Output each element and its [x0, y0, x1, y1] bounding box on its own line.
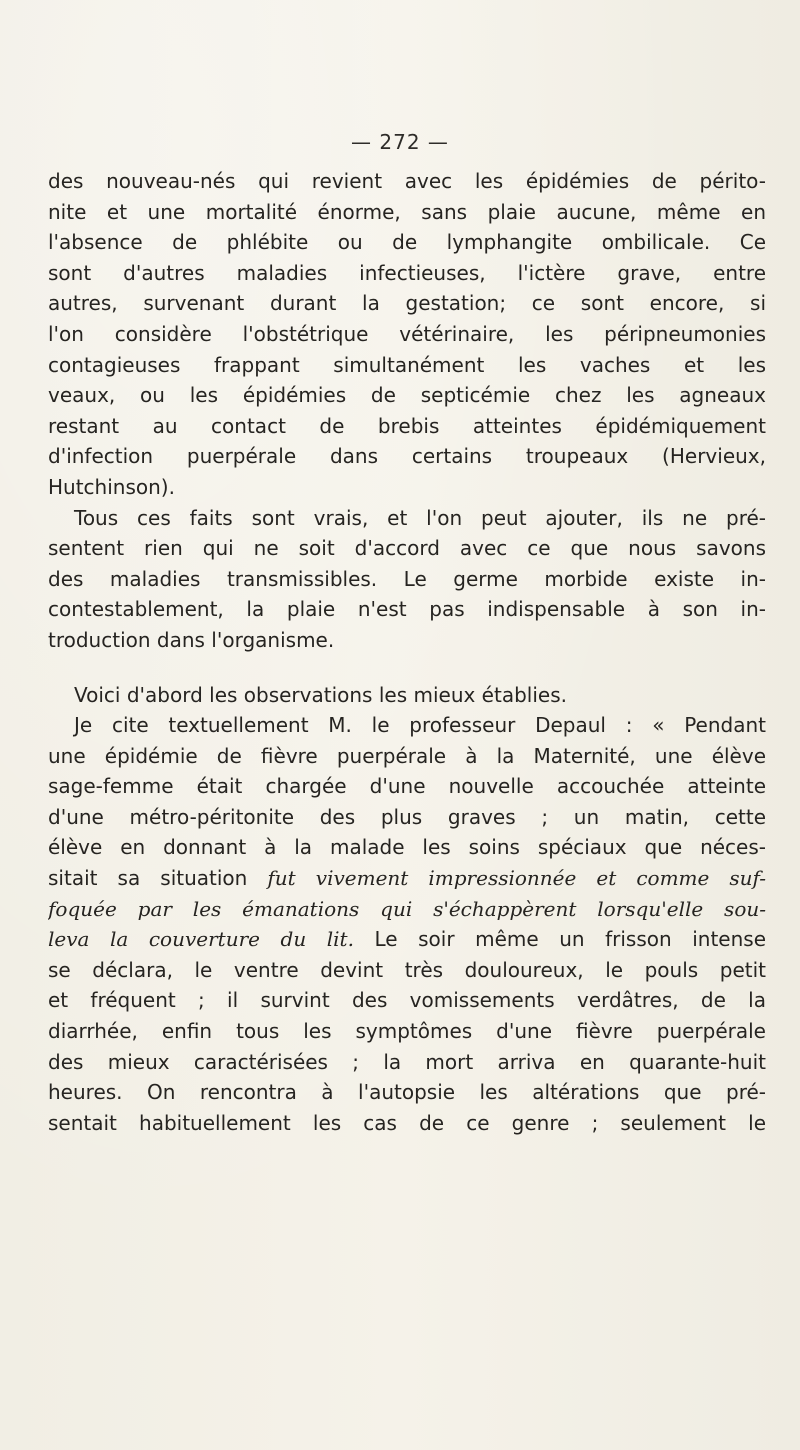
text-line: une épidémie de fièvre puerpérale à la Maternité, une élève	[48, 743, 766, 768]
text-line: sentait habituellement les cas de ce genre ; seulement le	[48, 1110, 766, 1135]
text-line	[48, 924, 766, 955]
text-line: des mieux caractérisées ; la mort arriva en quarante-huit	[48, 1049, 766, 1074]
text-line: d'une métro-péritonite des plus graves ; un matin, cette	[48, 804, 766, 829]
text-line: veaux, ou les épidémies de septicémie chez les agneaux	[48, 383, 766, 408]
page-number: — 272 —	[351, 130, 449, 154]
text-line: heures. On rencontra à l'autopsie les altérations que pré-	[48, 1080, 766, 1105]
paragraph-2	[48, 503, 766, 656]
text-line: élève en donnant à la malade les soins spéciaux que néces-	[48, 835, 766, 860]
text-line: nite et une mortalité énorme, sans plaie aucune, même en	[48, 199, 766, 224]
text-line: et fréquent ; il survint des vomissements verdâtres, de la	[48, 988, 766, 1013]
text-line: diarrhée, enfin tous les symptômes d'une fièvre puerpérale	[48, 1019, 766, 1044]
paragraph-gap	[48, 656, 766, 680]
italic-quote: fut vivement impressionnée et comme suf-	[267, 866, 766, 891]
text-fragment: Le soir même un frisson intense	[353, 927, 766, 952]
text-line: restant au contact de brebis atteintes épidémiquement	[48, 413, 766, 438]
text-line: des maladies transmissibles. Le germe morbide existe in-	[48, 566, 766, 591]
text-line	[48, 894, 766, 925]
text-line: se déclara, le ventre devint très douloureux, le pouls petit	[48, 957, 766, 982]
italic-quote: leva la couverture du lit.	[48, 927, 354, 952]
text-line: autres, survenant durant la gestation; ce sont encore, si	[48, 291, 766, 316]
text-line: contestablement, la plaie n'est pas indispensable à son in-	[48, 597, 766, 622]
text-line: troduction dans l'organisme.	[48, 627, 335, 652]
paragraph-1	[48, 166, 766, 503]
text-line: l'absence de phlébite ou de lymphangite ombilicale. Ce	[48, 230, 766, 255]
text-line: Tous ces faits sont vrais, et l'on peut ajouter, ils ne pré-	[74, 505, 766, 530]
paragraph-4	[48, 710, 766, 1138]
text-line: contagieuses frappant simultanément les vaches et les	[48, 352, 766, 377]
text-line: Hutchinson).	[48, 474, 175, 499]
text-line: d'infection puerpérale dans certains troupeaux (Hervieux,	[48, 444, 766, 469]
text-block	[48, 166, 766, 1138]
text-line	[48, 863, 766, 894]
paragraph-3	[48, 680, 766, 711]
text-line: sentent rien qui ne soit d'accord avec ce que nous savons	[48, 536, 766, 561]
text-line: Je cite textuellement M. le professeur Depaul : « Pendant	[74, 713, 766, 738]
text-line: Voici d'abord les observations les mieux établies.	[74, 682, 567, 707]
italic-quote: foquée par les émanations qui s'échappèrent lorsqu'elle sou-	[48, 896, 766, 921]
text-line: des nouveau-nés qui revient avec les épidémies de périto-	[48, 169, 766, 193]
text-line: sont d'autres maladies infectieuses, l'ictère grave, entre	[48, 260, 766, 285]
text-fragment: sitait sa situation	[48, 866, 268, 891]
text-line: sage-femme était chargée d'une nouvelle accouchée atteinte	[48, 774, 766, 799]
text-line: l'on considère l'obstétrique vétérinaire, les péripneumonies	[48, 321, 766, 346]
